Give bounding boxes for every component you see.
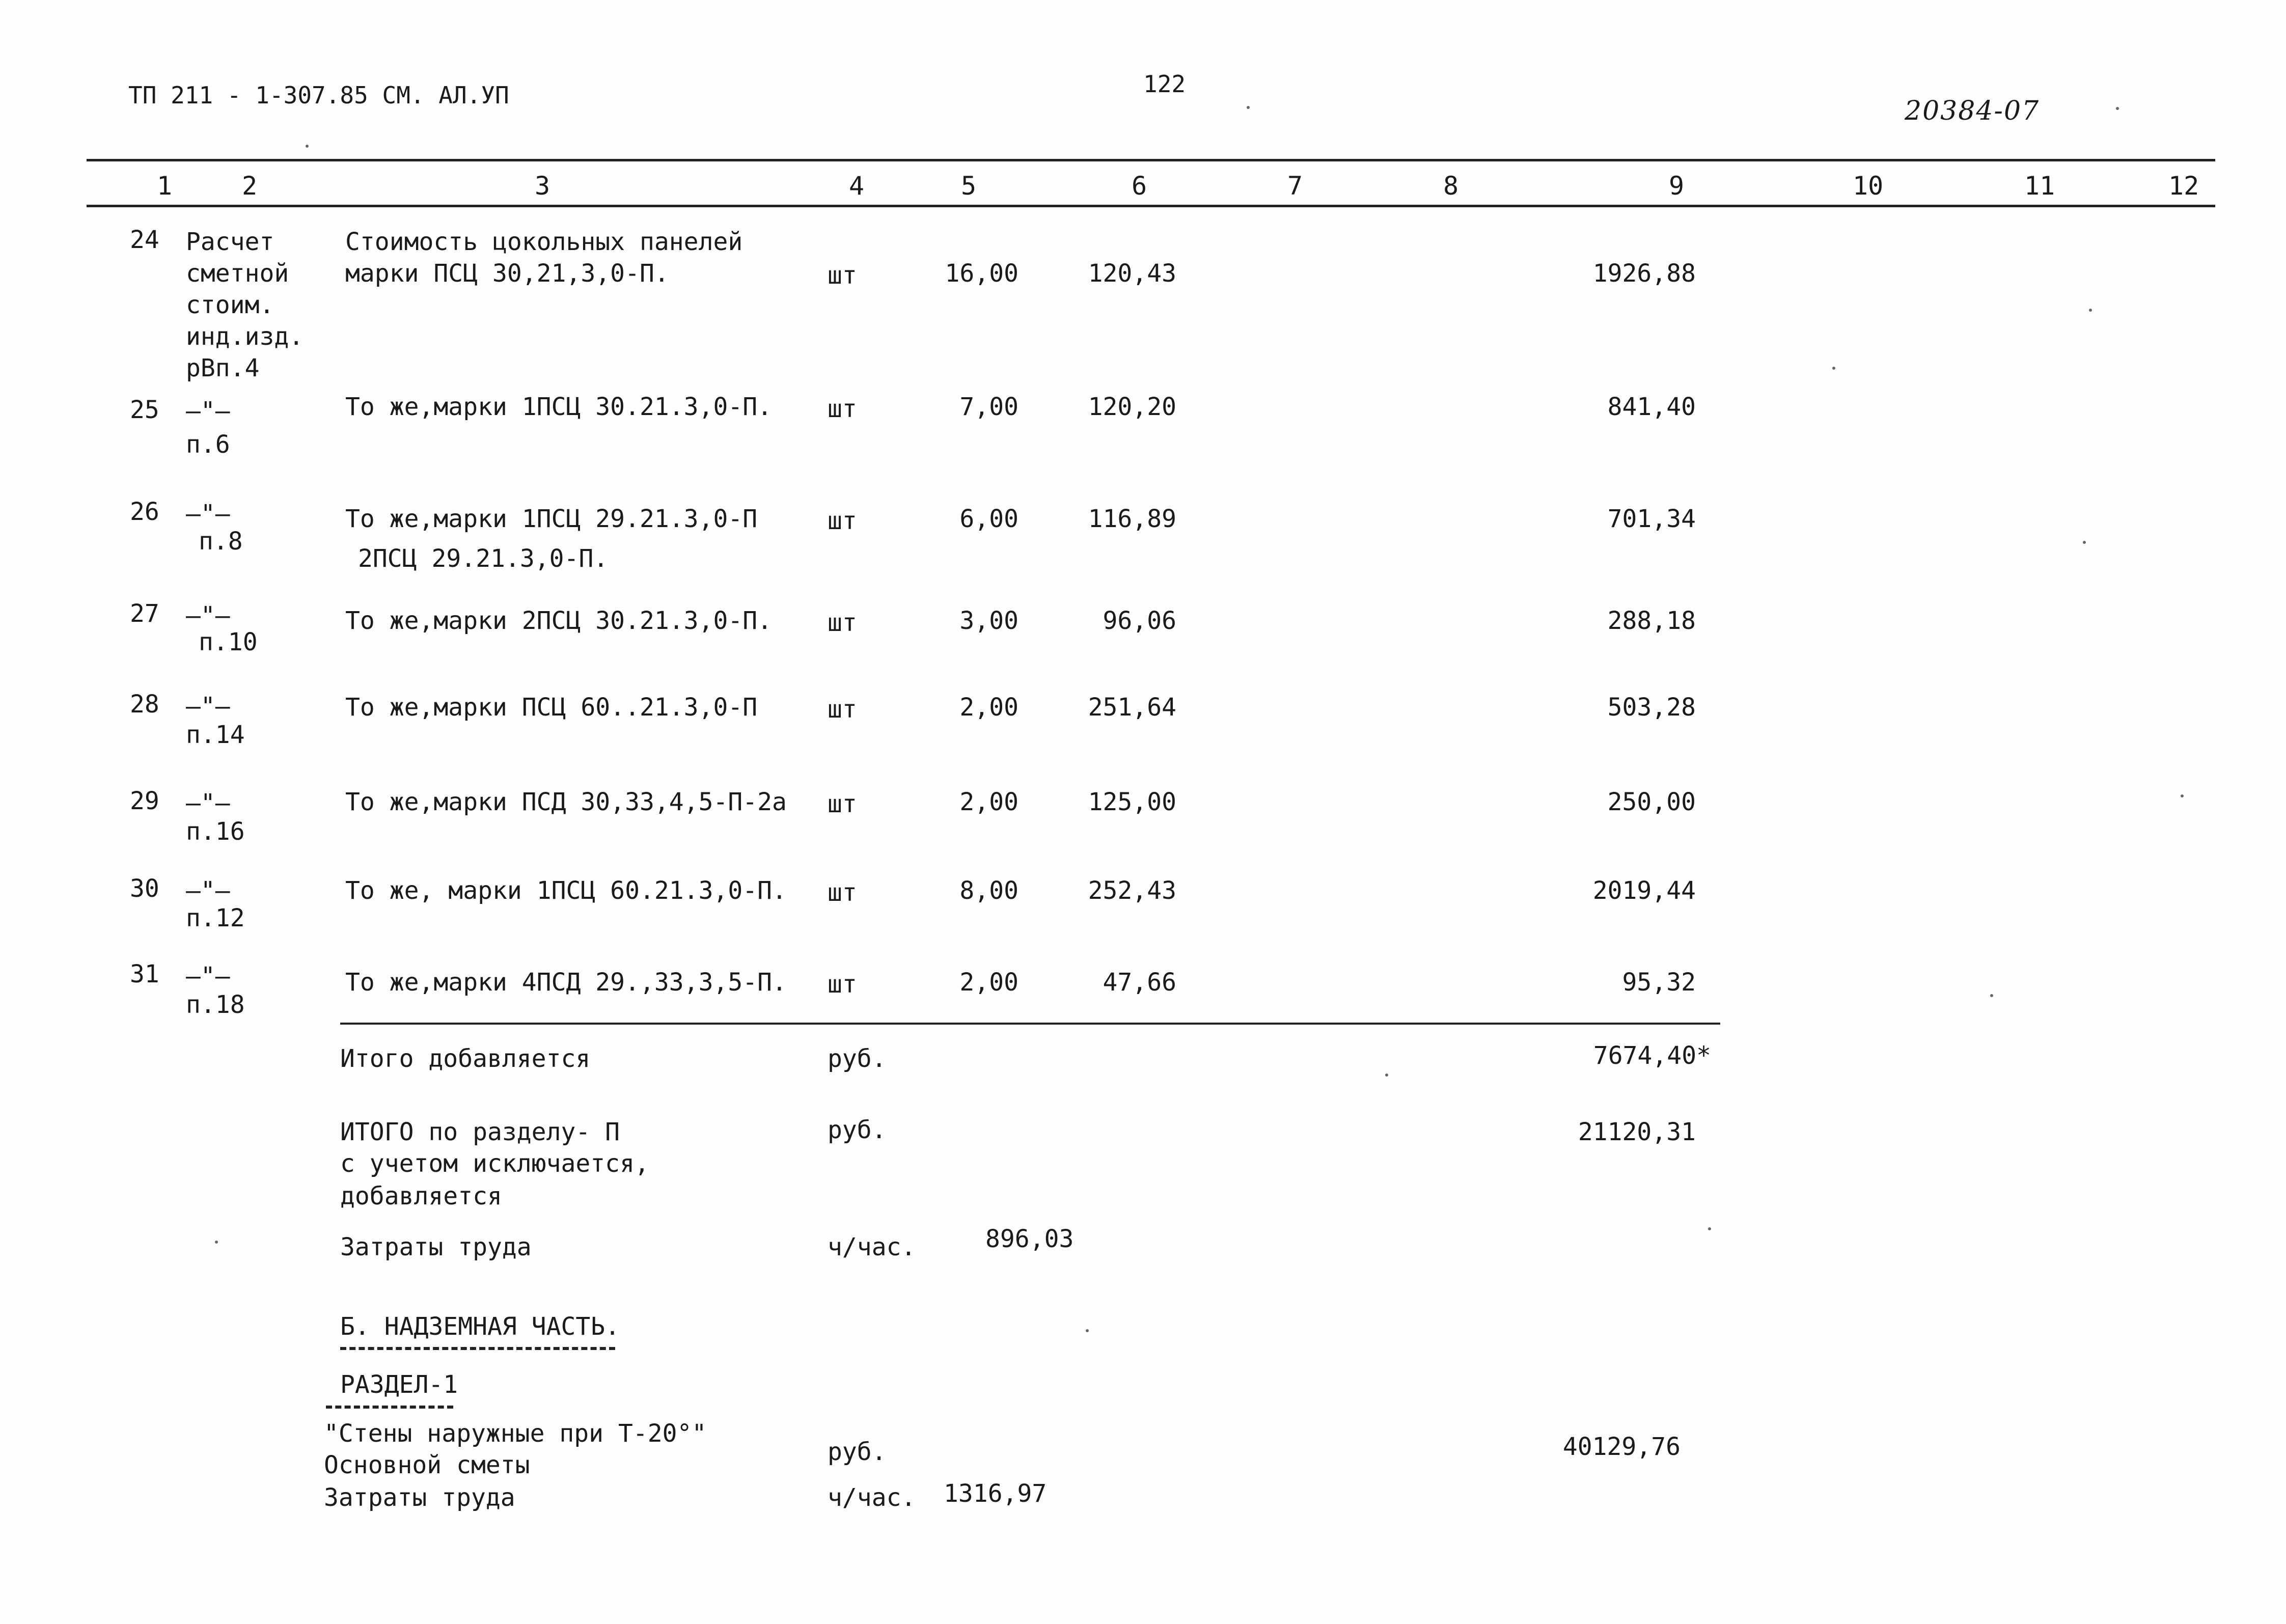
basis-line: п.6	[186, 430, 230, 459]
scan-speck	[2116, 107, 2119, 110]
quantity-cell: 2,00	[959, 968, 1018, 997]
quantity-cell: 16,00	[945, 259, 1018, 288]
added-total-value: 7674,40*	[1593, 1041, 1711, 1070]
unit-cell: шт	[828, 790, 857, 818]
heading-underline	[340, 1347, 615, 1350]
column-header: 11	[2024, 171, 2055, 201]
walls-subtitle: Основной сметы	[324, 1451, 530, 1479]
unit-cell: шт	[828, 970, 857, 999]
page-number: 122	[1143, 70, 1186, 98]
labor-cost-value: 896,03	[985, 1225, 1074, 1253]
scan-speck	[1832, 367, 1835, 370]
price-cell: 120,43	[1088, 259, 1176, 288]
table-top-rule	[87, 159, 2215, 161]
scan-speck	[306, 145, 309, 148]
section-total-label: с учетом исключается,	[340, 1149, 649, 1178]
basis-line: —"—	[186, 962, 230, 990]
scan-speck	[1990, 994, 1993, 997]
item-description: То же, марки 1ПСЦ 60.21.3,0-П.	[345, 876, 787, 905]
section-heading: РАЗДЕЛ-1	[340, 1370, 458, 1399]
row-number: 28	[130, 690, 159, 719]
column-header: 10	[1853, 171, 1884, 201]
quantity-cell: 3,00	[959, 607, 1018, 635]
item-description: То же,марки 1ПСЦ 29.21.3,0-П	[345, 505, 758, 533]
item-description: То же,марки ПСД 30,33,4,5-П-2а	[345, 788, 787, 816]
total-cell: 250,00	[1607, 788, 1696, 816]
labor-cost-label: Затраты труда	[340, 1233, 532, 1261]
column-header: 2	[242, 171, 258, 201]
labor-cost-value: 1316,97	[944, 1479, 1047, 1508]
item-description: То же,марки 2ПСЦ 30.21.3,0-П.	[345, 607, 773, 635]
row-number: 31	[130, 960, 159, 988]
row-number: 30	[130, 874, 159, 903]
total-cell: 841,40	[1607, 393, 1696, 421]
subtotal-rule	[340, 1023, 1720, 1025]
labor-cost-label: Затраты труда	[324, 1483, 515, 1512]
section-total-unit: руб.	[828, 1116, 887, 1144]
row-number: 27	[130, 599, 159, 628]
row-number: 26	[130, 498, 159, 526]
column-header: 7	[1287, 171, 1303, 201]
section-total-label: ИТОГО по разделу- П	[340, 1118, 620, 1146]
basis-line: п.14	[186, 721, 245, 749]
total-cell: 503,28	[1607, 693, 1696, 722]
quantity-cell: 6,00	[959, 505, 1018, 533]
basis-line: п.16	[186, 817, 245, 846]
unit-cell: шт	[828, 395, 857, 423]
quantity-cell: 2,00	[959, 788, 1018, 816]
walls-unit: руб.	[828, 1438, 887, 1466]
total-cell: 2019,44	[1592, 876, 1696, 905]
price-cell: 251,64	[1088, 693, 1176, 722]
basis-line: п.8	[199, 527, 243, 556]
item-description: То же,марки 1ПСЦ 30.21.3,0-П.	[345, 393, 773, 421]
section-total-value: 21120,31	[1578, 1118, 1696, 1146]
part-heading: Б. НАДЗЕМНАЯ ЧАСТЬ.	[340, 1312, 620, 1341]
total-cell: 701,34	[1607, 505, 1696, 533]
item-description: То же,марки ПСЦ 60..21.3,0-П	[345, 693, 758, 722]
unit-cell: шт	[828, 507, 857, 535]
section-total-label: добавляется	[340, 1182, 502, 1210]
basis-line: инд.изд.	[186, 322, 304, 351]
item-description: марки ПСЦ 30,21,3,0-П.	[345, 259, 669, 288]
basis-line: —"—	[186, 789, 230, 817]
price-cell: 125,00	[1088, 788, 1176, 816]
archive-number: 20384-07	[1905, 96, 2040, 126]
price-cell: 252,43	[1088, 876, 1176, 905]
added-total-unit: руб.	[828, 1044, 887, 1073]
scan-speck	[2083, 541, 2086, 544]
scan-speck	[1086, 1329, 1089, 1332]
column-header: 3	[535, 171, 550, 201]
labor-cost-unit: ч/час.	[828, 1233, 916, 1261]
price-cell: 120,20	[1088, 393, 1176, 421]
basis-line: Расчет	[186, 228, 274, 256]
column-header: 12	[2168, 171, 2199, 201]
basis-line: рВп.4	[186, 354, 260, 382]
price-cell: 96,06	[1103, 607, 1176, 635]
basis-line: —"—	[186, 692, 230, 721]
unit-cell: шт	[828, 878, 857, 907]
column-header: 6	[1132, 171, 1147, 201]
scan-speck	[215, 1241, 218, 1244]
quantity-cell: 2,00	[959, 693, 1018, 722]
unit-cell: шт	[828, 609, 857, 637]
basis-line: —"—	[186, 500, 230, 528]
column-header: 9	[1669, 171, 1685, 201]
quantity-cell: 8,00	[959, 876, 1018, 905]
column-header: 1	[157, 171, 173, 201]
basis-line: п.10	[199, 628, 258, 656]
document-code: ТП 211 - 1-307.85 СМ. АЛ.УП	[128, 81, 509, 109]
basis-line: стоим.	[186, 291, 274, 319]
scan-speck	[1708, 1227, 1711, 1230]
basis-line: —"—	[186, 601, 230, 630]
unit-cell: шт	[828, 261, 857, 290]
basis-line: сметной	[186, 259, 289, 288]
scan-speck	[1385, 1074, 1388, 1077]
basis-line: п.12	[186, 904, 245, 932]
scan-speck	[2089, 309, 2092, 312]
basis-line: —"—	[186, 876, 230, 905]
column-header: 5	[961, 171, 977, 201]
table-header-rule	[87, 205, 2215, 207]
quantity-cell: 7,00	[959, 393, 1018, 421]
column-header: 8	[1443, 171, 1459, 201]
added-total-label: Итого добавляется	[340, 1044, 591, 1073]
unit-cell: шт	[828, 695, 857, 724]
column-header: 4	[849, 171, 865, 201]
basis-line: —"—	[186, 397, 230, 425]
walls-title: "Стены наружные при Т-20°"	[324, 1419, 707, 1448]
total-cell: 1926,88	[1592, 259, 1696, 288]
basis-line: п.18	[186, 990, 245, 1019]
item-description: 2ПСЦ 29.21.3,0-П.	[358, 544, 609, 573]
section-underline	[326, 1406, 453, 1409]
total-cell: 288,18	[1607, 607, 1696, 635]
row-number: 25	[130, 396, 159, 424]
item-description: То же,марки 4ПСД 29.,33,3,5-П.	[345, 968, 787, 997]
price-cell: 116,89	[1088, 505, 1176, 533]
row-number: 24	[130, 226, 159, 254]
labor-cost-unit: ч/час.	[828, 1483, 916, 1512]
scan-speck	[1247, 106, 1250, 109]
total-cell: 95,32	[1622, 968, 1696, 997]
scan-speck	[2181, 794, 2184, 797]
row-number: 29	[130, 787, 159, 815]
walls-value: 40129,76	[1562, 1433, 1681, 1461]
price-cell: 47,66	[1103, 968, 1176, 997]
item-description: Стоимость цокольных панелей	[345, 228, 743, 256]
